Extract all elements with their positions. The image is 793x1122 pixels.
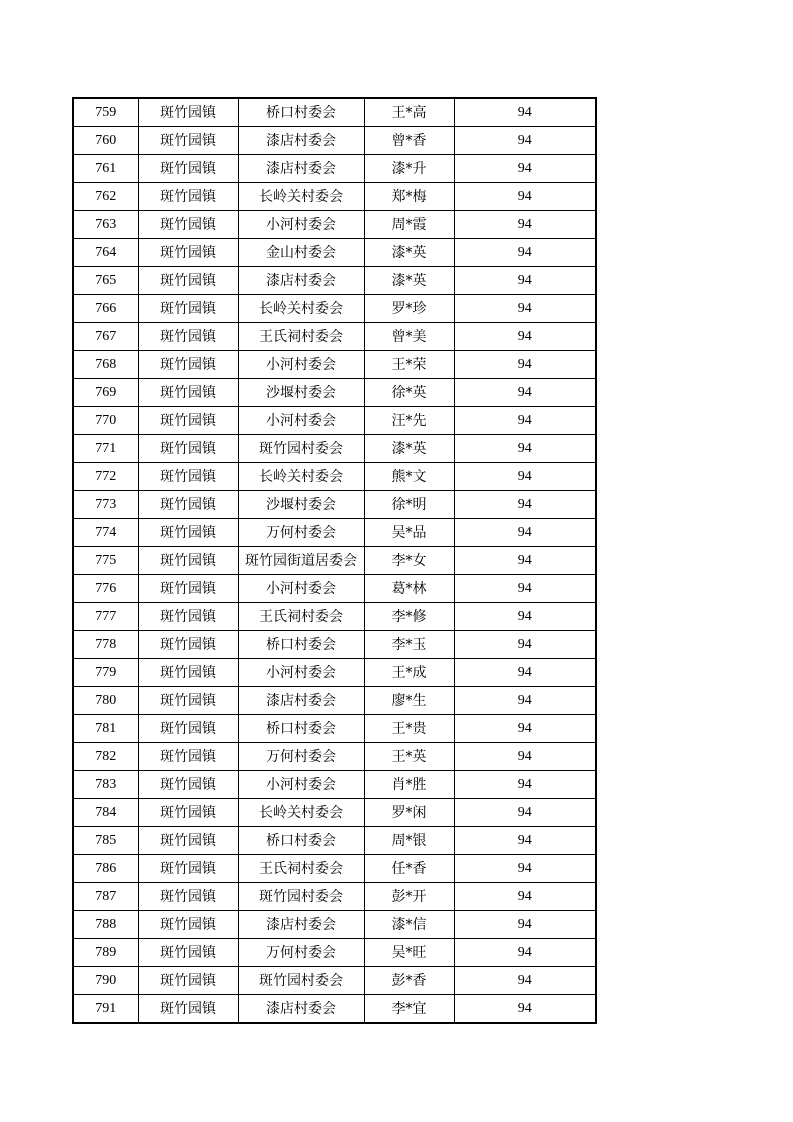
table-row [73,771,596,799]
village-cell: 万何村委会 [238,743,364,771]
name-cell: 王*英 [364,743,454,771]
table-row [73,519,596,547]
village-cell: 斑竹园村委会 [238,883,364,911]
village-cell: 沙堰村委会 [238,379,364,407]
name-cell: 周*银 [364,827,454,855]
village-cell: 沙堰村委会 [238,491,364,519]
town-cell: 斑竹园镇 [138,939,238,967]
town-cell: 斑竹园镇 [138,519,238,547]
row-number-cell: 789 [73,939,138,967]
name-cell: 葛*林 [364,575,454,603]
name-cell: 李*玉 [364,631,454,659]
name-cell: 汪*先 [364,407,454,435]
table-row [73,799,596,827]
value-cell: 94 [454,98,596,127]
table-body [73,98,596,1023]
value-cell: 94 [454,939,596,967]
table-row [73,939,596,967]
table-row [73,323,596,351]
name-cell: 罗*闲 [364,799,454,827]
name-cell: 吴*品 [364,519,454,547]
value-cell: 94 [454,547,596,575]
row-number-cell: 766 [73,295,138,323]
value-cell: 94 [454,771,596,799]
table-row [73,967,596,995]
village-cell: 王氏祠村委会 [238,603,364,631]
value-cell: 94 [454,463,596,491]
table-row [73,211,596,239]
table-row [73,463,596,491]
name-cell: 徐*英 [364,379,454,407]
town-cell: 斑竹园镇 [138,183,238,211]
town-cell: 斑竹园镇 [138,687,238,715]
name-cell: 王*贵 [364,715,454,743]
village-cell: 万何村委会 [238,519,364,547]
row-number-cell: 760 [73,127,138,155]
town-cell: 斑竹园镇 [138,603,238,631]
town-cell: 斑竹园镇 [138,463,238,491]
village-cell: 长岭关村委会 [238,295,364,323]
town-cell: 斑竹园镇 [138,547,238,575]
value-cell: 94 [454,519,596,547]
value-cell: 94 [454,883,596,911]
value-cell: 94 [454,323,596,351]
value-cell: 94 [454,295,596,323]
row-number-cell: 773 [73,491,138,519]
name-cell: 曾*美 [364,323,454,351]
town-cell: 斑竹园镇 [138,211,238,239]
value-cell: 94 [454,827,596,855]
row-number-cell: 759 [73,98,138,127]
village-cell: 斑竹园街道居委会 [238,547,364,575]
value-cell: 94 [454,967,596,995]
value-cell: 94 [454,491,596,519]
town-cell: 斑竹园镇 [138,407,238,435]
name-cell: 彭*开 [364,883,454,911]
row-number-cell: 772 [73,463,138,491]
name-cell: 李*女 [364,547,454,575]
row-number-cell: 770 [73,407,138,435]
village-cell: 漆店村委会 [238,267,364,295]
table-row [73,491,596,519]
table-row [73,547,596,575]
table-row [73,715,596,743]
village-cell: 小河村委会 [238,211,364,239]
village-cell: 金山村委会 [238,239,364,267]
value-cell: 94 [454,239,596,267]
value-cell: 94 [454,995,596,1024]
village-cell: 漆店村委会 [238,127,364,155]
row-number-cell: 767 [73,323,138,351]
town-cell: 斑竹园镇 [138,295,238,323]
table-row [73,743,596,771]
town-cell: 斑竹园镇 [138,911,238,939]
name-cell: 廖*生 [364,687,454,715]
row-number-cell: 777 [73,603,138,631]
row-number-cell: 761 [73,155,138,183]
village-cell: 桥口村委会 [238,827,364,855]
village-cell: 桥口村委会 [238,715,364,743]
row-number-cell: 764 [73,239,138,267]
row-number-cell: 790 [73,967,138,995]
village-cell: 桥口村委会 [238,98,364,127]
town-cell: 斑竹园镇 [138,631,238,659]
village-cell: 长岭关村委会 [238,463,364,491]
table-row [73,631,596,659]
name-cell: 漆*英 [364,435,454,463]
table-row [73,883,596,911]
value-cell: 94 [454,379,596,407]
town-cell: 斑竹园镇 [138,351,238,379]
row-number-cell: 774 [73,519,138,547]
village-cell: 漆店村委会 [238,155,364,183]
town-cell: 斑竹园镇 [138,771,238,799]
table-row [73,995,596,1024]
row-number-cell: 776 [73,575,138,603]
village-cell: 小河村委会 [238,575,364,603]
table-row [73,239,596,267]
town-cell: 斑竹园镇 [138,267,238,295]
name-cell: 漆*信 [364,911,454,939]
table-row [73,295,596,323]
name-cell: 漆*英 [364,267,454,295]
table-row [73,911,596,939]
name-cell: 周*霞 [364,211,454,239]
town-cell: 斑竹园镇 [138,435,238,463]
value-cell: 94 [454,211,596,239]
row-number-cell: 783 [73,771,138,799]
village-cell: 斑竹园村委会 [238,967,364,995]
name-cell: 彭*香 [364,967,454,995]
village-cell: 长岭关村委会 [238,183,364,211]
value-cell: 94 [454,799,596,827]
town-cell: 斑竹园镇 [138,743,238,771]
town-cell: 斑竹园镇 [138,967,238,995]
row-number-cell: 768 [73,351,138,379]
village-cell: 王氏祠村委会 [238,855,364,883]
name-cell: 李*修 [364,603,454,631]
name-cell: 李*宜 [364,995,454,1024]
table-row [73,435,596,463]
row-number-cell: 775 [73,547,138,575]
value-cell: 94 [454,407,596,435]
town-cell: 斑竹园镇 [138,323,238,351]
row-number-cell: 788 [73,911,138,939]
name-cell: 罗*珍 [364,295,454,323]
row-number-cell: 778 [73,631,138,659]
name-cell: 漆*升 [364,155,454,183]
table-row [73,659,596,687]
name-cell: 徐*明 [364,491,454,519]
row-number-cell: 785 [73,827,138,855]
village-cell: 小河村委会 [238,351,364,379]
value-cell: 94 [454,715,596,743]
town-cell: 斑竹园镇 [138,127,238,155]
table-row [73,827,596,855]
town-cell: 斑竹园镇 [138,827,238,855]
row-number-cell: 782 [73,743,138,771]
table-row [73,687,596,715]
town-cell: 斑竹园镇 [138,491,238,519]
row-number-cell: 786 [73,855,138,883]
town-cell: 斑竹园镇 [138,575,238,603]
name-cell: 王*成 [364,659,454,687]
village-cell: 长岭关村委会 [238,799,364,827]
row-number-cell: 781 [73,715,138,743]
town-cell: 斑竹园镇 [138,799,238,827]
row-number-cell: 762 [73,183,138,211]
row-number-cell: 779 [73,659,138,687]
value-cell: 94 [454,435,596,463]
name-cell: 王*荣 [364,351,454,379]
town-cell: 斑竹园镇 [138,98,238,127]
town-cell: 斑竹园镇 [138,995,238,1024]
table-row [73,183,596,211]
row-number-cell: 780 [73,687,138,715]
town-cell: 斑竹园镇 [138,379,238,407]
town-cell: 斑竹园镇 [138,239,238,267]
name-cell: 熊*文 [364,463,454,491]
village-cell: 小河村委会 [238,659,364,687]
town-cell: 斑竹园镇 [138,155,238,183]
name-cell: 郑*梅 [364,183,454,211]
town-cell: 斑竹园镇 [138,855,238,883]
table-row [73,127,596,155]
value-cell: 94 [454,687,596,715]
village-cell: 万何村委会 [238,939,364,967]
value-cell: 94 [454,855,596,883]
village-cell: 斑竹园村委会 [238,435,364,463]
data-table [72,97,597,1024]
name-cell: 曾*香 [364,127,454,155]
table-row [73,379,596,407]
village-cell: 桥口村委会 [238,631,364,659]
table-row [73,155,596,183]
village-cell: 漆店村委会 [238,995,364,1024]
table-row [73,603,596,631]
value-cell: 94 [454,659,596,687]
table-row [73,575,596,603]
village-cell: 漆店村委会 [238,911,364,939]
town-cell: 斑竹园镇 [138,659,238,687]
row-number-cell: 769 [73,379,138,407]
table-row [73,98,596,127]
name-cell: 漆*英 [364,239,454,267]
value-cell: 94 [454,267,596,295]
table-row [73,267,596,295]
table-row [73,407,596,435]
row-number-cell: 763 [73,211,138,239]
row-number-cell: 765 [73,267,138,295]
row-number-cell: 784 [73,799,138,827]
value-cell: 94 [454,603,596,631]
row-number-cell: 787 [73,883,138,911]
name-cell: 任*香 [364,855,454,883]
name-cell: 肖*胜 [364,771,454,799]
value-cell: 94 [454,575,596,603]
value-cell: 94 [454,743,596,771]
town-cell: 斑竹园镇 [138,883,238,911]
row-number-cell: 771 [73,435,138,463]
value-cell: 94 [454,351,596,379]
village-cell: 小河村委会 [238,407,364,435]
value-cell: 94 [454,127,596,155]
village-cell: 漆店村委会 [238,687,364,715]
value-cell: 94 [454,155,596,183]
village-cell: 小河村委会 [238,771,364,799]
table-row [73,351,596,379]
town-cell: 斑竹园镇 [138,715,238,743]
value-cell: 94 [454,183,596,211]
name-cell: 吴*旺 [364,939,454,967]
name-cell: 王*高 [364,98,454,127]
value-cell: 94 [454,631,596,659]
table-row [73,855,596,883]
value-cell: 94 [454,911,596,939]
village-cell: 王氏祠村委会 [238,323,364,351]
row-number-cell: 791 [73,995,138,1024]
